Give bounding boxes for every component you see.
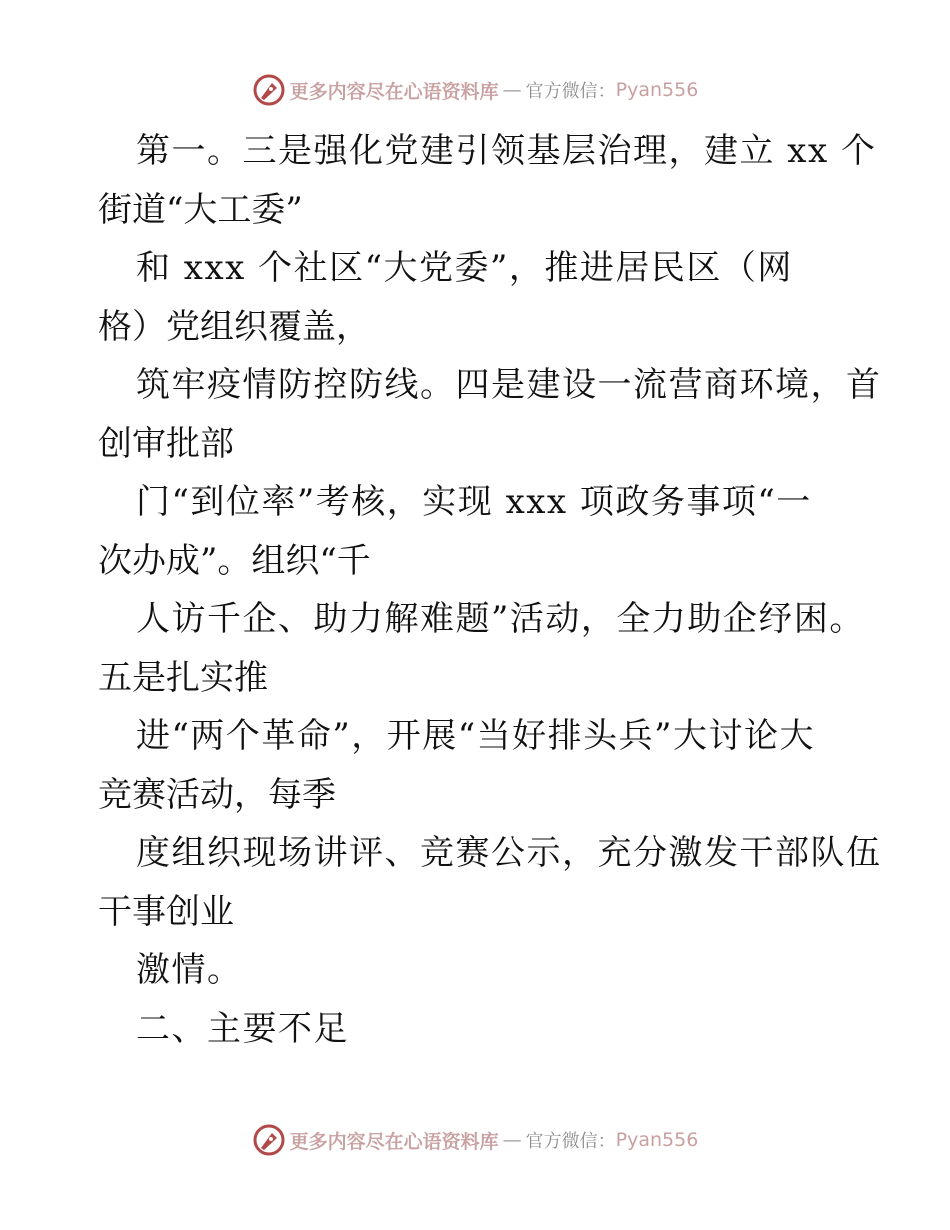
watermark-official-label: 官方微信： [525, 1131, 616, 1152]
pen-nib-logo-icon [252, 73, 286, 107]
watermark-wechat-id: Pyan556 [615, 1129, 699, 1151]
document-line: 五是扎实推 [98, 657, 268, 698]
watermark-brand-text: 更多内容尽在心语资料库 [289, 1130, 499, 1153]
pen-nib-logo-icon [252, 1123, 286, 1157]
watermark-wechat-id: Pyan556 [615, 79, 699, 101]
header-watermark [0, 70, 950, 110]
section-heading: 二、主要不足 [136, 1008, 349, 1049]
document-line: 街道“大工委” [98, 189, 303, 230]
document-line: 门“到位率”考核，实现 xxx 项政务事项“一 [136, 482, 812, 522]
document-body [98, 122, 882, 1058]
document-line: 人访千企、助力解难题”活动，全力助企纾困。 [136, 599, 865, 639]
document-line: 筑牢疫情防控防线。四是建设一流营商环境，首 [136, 365, 882, 405]
document-line: 度组织现场讲评、竞赛公示，充分激发干部队伍 [136, 833, 882, 873]
footer-watermark [0, 1120, 950, 1160]
watermark-separator: — [502, 79, 522, 101]
document-line: 竞赛活动，每季 [98, 774, 336, 815]
watermark-official-label: 官方微信： [525, 81, 616, 102]
document-line: 干事创业 [98, 891, 234, 932]
document-line: 次办成”。组织“千 [98, 540, 371, 581]
document-line: 激情。 [136, 950, 243, 990]
document-line: 格）党组织覆盖， [98, 306, 370, 347]
document-line: 和 xxx 个社区“大党委”，推进居民区（网 [136, 248, 793, 288]
document-line: 进“两个革命”，开展“当好排头兵”大讨论大 [136, 716, 816, 756]
watermark-separator: — [502, 1129, 522, 1151]
document-line: 第一。三是强化党建引领基层治理，建立 xx 个 [136, 131, 877, 171]
watermark-brand-text: 更多内容尽在心语资料库 [289, 80, 499, 103]
document-line: 创审批部 [98, 423, 234, 464]
